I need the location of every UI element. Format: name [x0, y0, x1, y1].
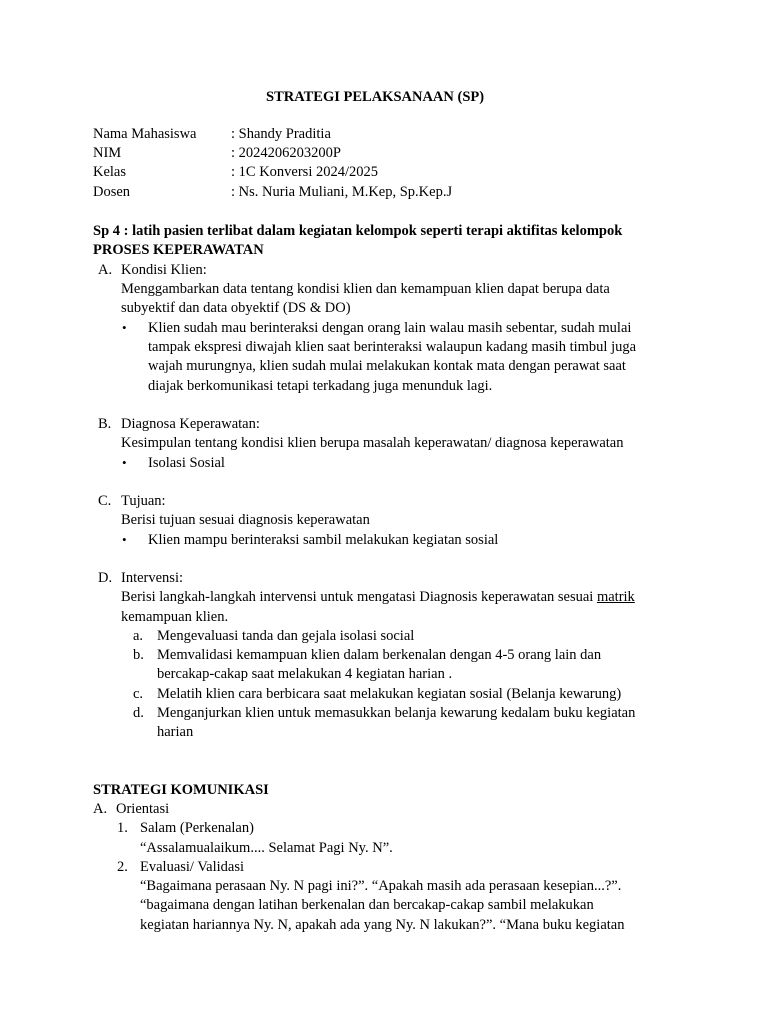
- section-d-desc-underlined: matrik: [596, 589, 635, 605]
- komunikasi-item-2-line-1: “Bagaimana perasaan Ny. N pagi ini?”. “Apakah masih ada perasaan kesepian...?”.: [140, 878, 622, 894]
- bullet-icon: •: [122, 532, 127, 547]
- intervensi-marker-b: b.: [133, 647, 144, 663]
- section-b-title: Diagnosa Keperawatan:: [121, 416, 260, 432]
- identity-value-name: : Shandy Praditia: [231, 126, 331, 142]
- section-b-bullet: Isolasi Sosial: [148, 455, 225, 471]
- section-d-desc-1: [121, 590, 635, 605]
- section-a-marker: A.: [98, 262, 113, 278]
- intervensi-item-c: Melatih klien cara berbicara saat melakukan kegiatan sosial (Belanja kewarung): [157, 686, 622, 702]
- document-title: STRATEGI PELAKSANAAN (SP): [266, 89, 485, 105]
- komunikasi-heading: STRATEGI KOMUNIKASI: [93, 782, 269, 798]
- section-b-marker: B.: [98, 416, 112, 432]
- section-c-marker: C.: [98, 493, 112, 509]
- komunikasi-item-2-title: Evaluasi/ Validasi: [140, 859, 245, 875]
- intervensi-item-a: Mengevaluasi tanda dan gejala isolasi social: [157, 628, 415, 644]
- section-a-bullet-2: tampak ekspresi diwajah klien saat berinteraksi walaupun kadang masih timbul juga: [148, 339, 637, 355]
- komunikasi-item-1-line-1: “Assalamualaikum.... Selamat Pagi Ny. N”.: [140, 840, 393, 856]
- komunikasi-marker-2: 2.: [117, 859, 128, 875]
- orientasi-label: Orientasi: [116, 801, 170, 817]
- identity-value-nim: : 2024206203200P: [231, 145, 341, 161]
- identity-label-name: Nama Mahasiswa: [93, 126, 197, 142]
- intervensi-item-d-1: Menganjurkan klien untuk memasukkan belanja kewarung kedalam buku kegiatan: [157, 705, 636, 721]
- section-a-bullet-3: wajah murungnya, klien sudah mulai melakukan kontak mata dengan perawat saat: [148, 358, 626, 374]
- identity-label-dosen: Dosen: [93, 184, 131, 200]
- identity-value-dosen: : Ns. Nuria Muliani, M.Kep, Sp.Kep.J: [231, 184, 453, 200]
- orientasi-marker: A.: [93, 801, 108, 817]
- intervensi-item-b-2: bercakap-cakap saat melakukan 4 kegiatan harian .: [157, 666, 453, 682]
- komunikasi-item-2-line-3: kegiatan hariannya Ny. N, apakah ada yang Ny. N lakukan?”. “Mana buku kegiatan: [140, 917, 625, 933]
- section-a-desc-2: subyektif dan data obyektif (DS & DO): [121, 300, 351, 316]
- identity-label-kelas: Kelas: [93, 164, 127, 180]
- bullet-icon: •: [122, 320, 127, 335]
- identity-label-nim: NIM: [93, 145, 122, 161]
- intervensi-marker-c: c.: [133, 686, 144, 702]
- bullet-icon: •: [122, 455, 127, 470]
- section-d-desc-text: Berisi langkah-langkah intervensi untuk mengatasi Diagnosis keperawatan sesuai: [121, 589, 597, 605]
- intervensi-marker-a: a.: [133, 628, 144, 644]
- section-b-desc: Kesimpulan tentang kondisi klien berupa masalah keperawatan/ diagnosa keperawatan: [121, 435, 624, 451]
- identity-value-kelas: : 1C Konversi 2024/2025: [231, 164, 379, 180]
- section-a-title: Kondisi Klien:: [121, 262, 207, 278]
- section-a-bullet-4: diajak berkomunikasi tetapi terkadang juga menunduk lagi.: [148, 378, 493, 394]
- section-d-title: Intervensi:: [121, 570, 184, 586]
- section-d-desc-2: kemampuan klien.: [121, 609, 229, 625]
- section-a-desc-1: Menggambarkan data tentang kondisi klien dan kemampuan klien dapat berupa data: [121, 281, 610, 297]
- sp-heading: Sp 4 : latih pasien terlibat dalam kegiatan kelompok seperti terapi aktifitas kelompok: [93, 223, 623, 239]
- komunikasi-item-2-line-2: “bagaimana dengan latihan berkenalan dan bercakap-cakap sambil melakukan: [140, 897, 594, 913]
- proses-heading: PROSES KEPERAWATAN: [93, 242, 264, 258]
- section-d-marker: D.: [98, 570, 113, 586]
- komunikasi-marker-1: 1.: [117, 820, 128, 836]
- section-c-bullet: Klien mampu berinteraksi sambil melakukan kegiatan sosial: [148, 532, 499, 548]
- section-c-title: Tujuan:: [121, 493, 166, 509]
- intervensi-item-b-1: Memvalidasi kemampuan klien dalam berkenalan dengan 4-5 orang lain dan: [157, 647, 602, 663]
- intervensi-item-d-2: harian: [157, 724, 194, 740]
- section-c-desc: Berisi tujuan sesuai diagnosis keperawatan: [121, 512, 370, 528]
- section-a-bullet-1: Klien sudah mau berinteraksi dengan orang lain walau masih sebentar, sudah mulai: [148, 320, 632, 336]
- intervensi-marker-d: d.: [133, 705, 144, 721]
- komunikasi-item-1-title: Salam (Perkenalan): [140, 820, 254, 836]
